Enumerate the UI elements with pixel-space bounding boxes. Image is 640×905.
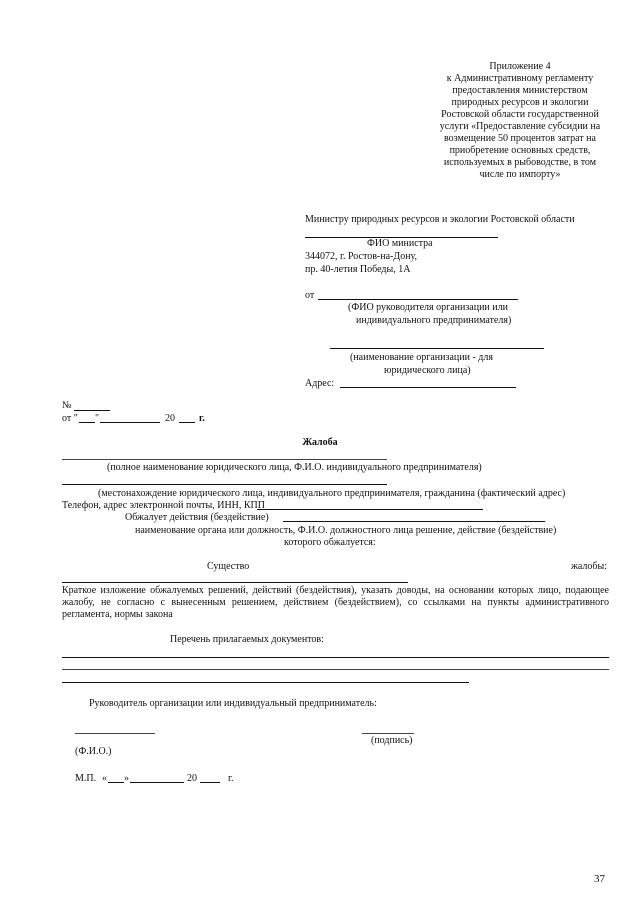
sign-date-open: « [102, 773, 107, 784]
date-close: " [95, 413, 100, 424]
appendix-line: используемых в рыбоводстве, в том [443, 157, 597, 168]
number-line [74, 410, 110, 411]
org-line [330, 348, 544, 349]
date-year-line [179, 422, 195, 423]
docs-list-label: Перечень прилагаемых документов: [170, 634, 324, 645]
essence-label-left: Существо [207, 561, 250, 572]
fio-caption: (Ф.И.О.) [75, 746, 112, 757]
docs-line-1 [62, 657, 609, 658]
fio-head-caption-1: (ФИО руководителя организации или [348, 302, 508, 313]
appendix-line: к Административному регламенту [446, 73, 594, 84]
essence-line [62, 582, 408, 583]
org-name-caption-2: юридического лица) [384, 365, 471, 376]
summary-text: Краткое изложение обжалуемых решений, действий (бездействия), указать доводы, на основании которых лицо, подающее жалобу, не согласно с вынесенным решением, действием (бездействием), со ссылками на пункты административного регламента, нормы закона [62, 585, 609, 620]
fio-head-caption-2: индивидуального предпринимателя) [356, 315, 512, 326]
address-line [340, 387, 516, 388]
appeals-label: Обжалует действия (бездействие) [125, 512, 269, 523]
sign-date-year: 20 [187, 773, 197, 784]
organ-caption-2: которого обжалуется: [284, 537, 376, 548]
org-name-caption-1: (наименование организации - для [350, 352, 493, 363]
appendix-line: услуги «Предоставление субсидии на [439, 121, 601, 132]
date-day-line [79, 422, 95, 423]
from-line [318, 299, 518, 300]
fio-minister: ФИО министра [367, 238, 433, 249]
signature-caption: (подпись) [371, 735, 413, 746]
sign-date-suffix: г. [228, 773, 234, 784]
appendix-line: природных ресурсов и экологии [451, 97, 589, 108]
appendix-block [425, 61, 615, 181]
date-open: от " [62, 413, 78, 424]
appendix-line: Ростовской области государственной [441, 109, 599, 120]
page-number: 37 [594, 873, 605, 885]
sign-date-day-line [108, 782, 124, 783]
phone-line [257, 509, 483, 510]
from-label: от [305, 290, 315, 301]
address-line-1: 344072, г. Ростов-на-Дону, [305, 251, 418, 262]
full-name-line [62, 459, 387, 460]
full-name-caption: (полное наименование юридического лица, Ф.И.О. индивидуального предпринимателя) [107, 462, 482, 473]
location-line [62, 484, 387, 485]
appendix-line: числе по импорту» [479, 169, 561, 180]
fio-sign-line [75, 733, 155, 734]
date-suffix: г. [199, 413, 205, 424]
appendix-line: возмещение 50 процентов затрат на [444, 133, 596, 144]
stamp-label: М.П. [75, 773, 97, 784]
appendix-line: приобретение основных средств, [449, 145, 591, 156]
number-label: № [62, 400, 72, 411]
essence-label-right: жалобы: [571, 561, 608, 572]
docs-line-2 [62, 669, 609, 670]
sign-date-year-line [200, 782, 220, 783]
organ-caption-1: наименование органа или должность, Ф.И.О. должностного лица решение, действие (бездействие) [135, 525, 557, 536]
date-month-line [100, 422, 160, 423]
address-label: Адрес: [305, 378, 335, 389]
phone-label: Телефон, адрес электронной почты, ИНН, КПП [62, 500, 266, 511]
appendix-line: предоставления министерством [452, 85, 588, 96]
date-year: 20 [165, 413, 175, 424]
head-signature-label: Руководитель организации или индивидуальный предприниматель: [89, 698, 377, 709]
docs-line-3 [62, 682, 469, 683]
location-caption: (местонахождение юридического лица, индивидуального предпринимателя, гражданина (фактический адрес) [98, 488, 566, 499]
sign-date-close: » [124, 773, 129, 784]
minister-line: Министру природных ресурсов и экологии Ростовской области [305, 214, 575, 225]
appendix-line: Приложение 4 [489, 61, 551, 72]
document-title: Жалоба [302, 437, 338, 448]
signature-line [362, 733, 414, 734]
address-line-2: пр. 40-летия Победы, 1А [305, 264, 411, 275]
appeals-line [283, 521, 545, 522]
sign-date-month-line [130, 782, 184, 783]
